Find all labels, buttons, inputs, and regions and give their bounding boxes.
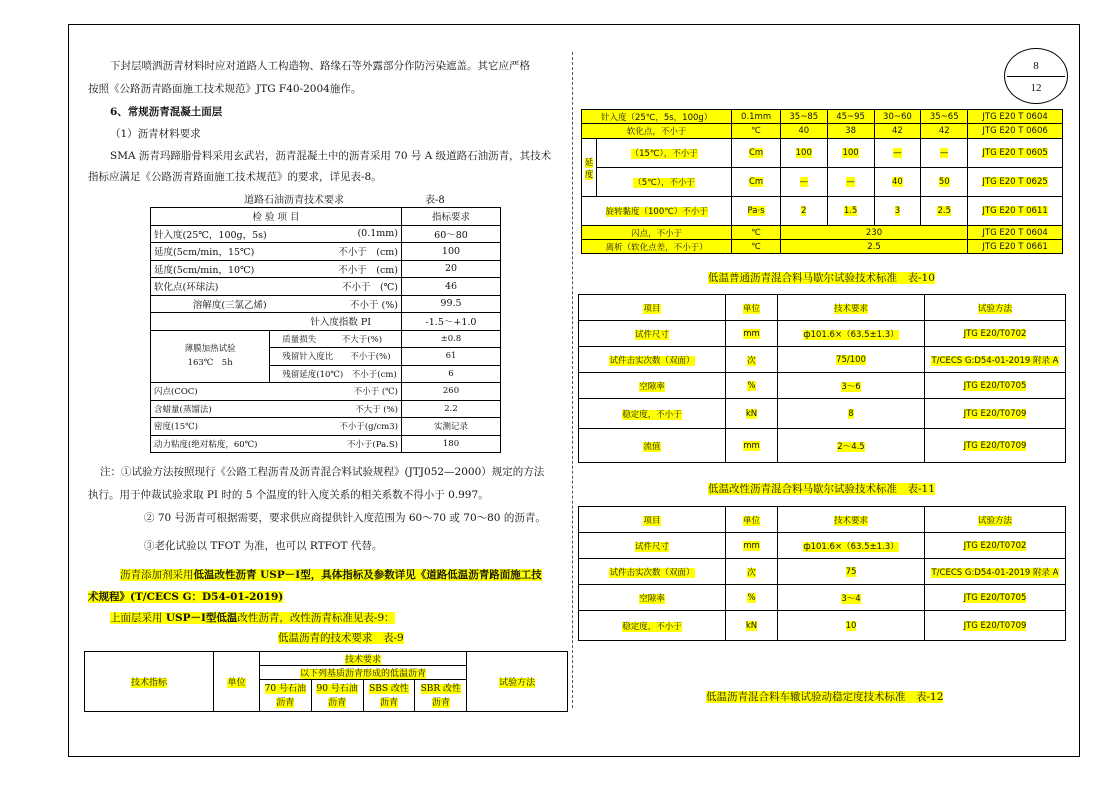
cell-text: （15℃），不小于 bbox=[630, 149, 698, 159]
cell-text: JTG E20/T0705 bbox=[963, 592, 1027, 603]
table-cell: 软化点，不小于 bbox=[582, 124, 732, 139]
table-cell bbox=[874, 139, 921, 168]
table-caption bbox=[708, 481, 935, 496]
cell-text: 试件击实次数（双面） bbox=[609, 567, 695, 578]
page-total: 12 bbox=[1030, 82, 1042, 94]
cell-text: JTG E20 T 0611 bbox=[982, 206, 1048, 216]
table-header bbox=[214, 652, 260, 712]
table-header bbox=[259, 652, 466, 666]
table-cell bbox=[270, 330, 402, 348]
table-cell: 2.5 bbox=[780, 240, 967, 254]
table-8 bbox=[150, 207, 501, 453]
table-cell: 闪点(COC) bbox=[151, 383, 270, 401]
film-label: 薄膜加热试验 bbox=[184, 344, 236, 355]
table-cell: ±0.8 bbox=[402, 330, 501, 348]
table-header bbox=[259, 666, 466, 680]
cell-text: ф101.6×（63.5±1.3） bbox=[803, 541, 899, 552]
cell-text: — bbox=[893, 148, 902, 158]
table-cell bbox=[732, 139, 781, 168]
table-caption bbox=[278, 630, 404, 645]
header-text: 90 号石油沥青 bbox=[316, 683, 358, 708]
cell-text: 40 bbox=[892, 177, 903, 187]
table-cell: 40 bbox=[780, 124, 827, 139]
cell-text: 100 bbox=[842, 148, 859, 158]
cell-text: T/CECS G:D54-01-2019 附录 A bbox=[931, 355, 1059, 366]
cell-text: 3～4 bbox=[841, 593, 861, 604]
film-cond: 不大于(%) bbox=[341, 334, 383, 345]
header-text: 技术要求 bbox=[833, 515, 868, 526]
table-cell: 35~85 bbox=[780, 110, 827, 124]
table-cell: 99.5 bbox=[402, 295, 501, 313]
paragraph-line: 下封层喷洒沥青材料时应对道路人工构造物、路缘石等外露部分作防污染遮盖。其它应严格 bbox=[110, 60, 530, 72]
cell-text: % bbox=[747, 380, 756, 391]
cell-text: Pa·s bbox=[747, 206, 765, 216]
cell-text: mm bbox=[743, 540, 760, 551]
table-cell bbox=[582, 197, 732, 226]
cell-text: kN bbox=[745, 408, 758, 419]
table-10 bbox=[578, 294, 1066, 463]
table-cell: 61 bbox=[402, 348, 501, 366]
table-cell: 实测记录 bbox=[402, 418, 501, 436]
header-text: 项目 bbox=[643, 515, 661, 526]
table-header bbox=[85, 652, 214, 712]
table-cell: 软化点(环球法) bbox=[151, 278, 270, 296]
cell-text: 75 bbox=[845, 566, 857, 577]
note-line: ③老化试验以 TFOT 为准，也可以 RTFOT 代替。 bbox=[144, 540, 383, 552]
cell-text: 75/100 bbox=[836, 354, 866, 365]
cell-text: 100 bbox=[795, 148, 812, 158]
table-header bbox=[415, 680, 467, 712]
cell-text: 稳定度，不小于 bbox=[622, 409, 682, 420]
cell-text: Cm bbox=[748, 148, 764, 158]
table-cell bbox=[968, 139, 1063, 168]
cell-text: kN bbox=[745, 620, 758, 631]
caption-text: 低温沥青混合料车辙试验动稳定度技术标准 表-12 bbox=[706, 691, 944, 703]
table-cell: 30~60 bbox=[874, 110, 921, 124]
cell-text: 50 bbox=[938, 177, 950, 187]
table-cell: 延度(5cm/min，10℃) bbox=[151, 260, 270, 278]
table-cell bbox=[780, 168, 827, 197]
cell-text: 2～4.5 bbox=[837, 441, 865, 452]
table-11 bbox=[578, 506, 1066, 641]
cell-text: % bbox=[747, 592, 756, 603]
film-temp: 163℃ 5h bbox=[187, 358, 233, 369]
table-cell bbox=[732, 168, 781, 197]
cell-text: 2.5 bbox=[937, 206, 951, 216]
table-cell: 不小于(g/cm3) bbox=[270, 418, 402, 436]
table-cell: 35~65 bbox=[921, 110, 968, 124]
note-line: 执行。用于仲裁试验求取 PI 时的 5 个温度的针入度关系的相关系数不得小于 0.997。 bbox=[88, 489, 489, 501]
table-header: 检 验 项 目 bbox=[151, 208, 402, 226]
paragraph-line: SMA 沥青玛蹄脂骨料采用玄武岩，沥青混凝土中的沥青采用 70 号 A 级道路石油沥青，其技术 bbox=[110, 150, 552, 162]
table-cell: 不小于 (℃) bbox=[270, 278, 402, 296]
table-9-header bbox=[84, 651, 568, 712]
header-text: 项目 bbox=[643, 303, 661, 314]
highlight-line bbox=[120, 567, 542, 582]
header-text: 试验方法 bbox=[499, 678, 536, 688]
ductility-text: 延度 bbox=[584, 157, 594, 180]
cell-text: ф101.6×（63.5±1.3） bbox=[803, 329, 899, 340]
table-cell bbox=[921, 139, 968, 168]
table-cell: 离析（软化点差，不小于） bbox=[582, 240, 732, 254]
cell-text: 空隙率 bbox=[639, 593, 665, 604]
header-text: 70 号石油沥青 bbox=[264, 683, 306, 708]
paragraph-line: 指标应满足《公路沥青路面施工技术规范》的要求，详见表-8。 bbox=[88, 171, 382, 183]
page-number-badge bbox=[1004, 48, 1068, 104]
ductility-label bbox=[582, 139, 597, 197]
cell-text: JTG E20/T0705 bbox=[963, 380, 1027, 391]
table-cell: 260 bbox=[402, 383, 501, 401]
header-text: 试验方法 bbox=[977, 515, 1012, 526]
cell-text: JTG E20/T0709 bbox=[963, 440, 1027, 451]
table-cell bbox=[921, 168, 968, 197]
table-cell: 38 bbox=[827, 124, 874, 139]
cell-text: 试件尺寸 bbox=[634, 541, 669, 552]
highlight-text: 改性沥青，改性沥青标准见表-9： bbox=[237, 612, 395, 624]
table-cell: 不小于 (℃) bbox=[270, 383, 402, 401]
column-divider bbox=[572, 52, 573, 708]
table-cell: 46 bbox=[402, 278, 501, 296]
table-caption: 道路石油沥青技术要求 bbox=[244, 195, 344, 206]
table-cell bbox=[597, 139, 732, 168]
table-cell: ℃ bbox=[732, 124, 781, 139]
cell-text: 试件尺寸 bbox=[634, 329, 669, 340]
table-cell bbox=[270, 348, 402, 366]
note-line: ② 70 号沥青可根据需要，要求供应商提供针入度范围为 60～70 或 70～80 的沥青。 bbox=[144, 512, 546, 524]
header-text: 以下列基质沥青形成的低温沥青 bbox=[300, 669, 427, 679]
table-header bbox=[259, 680, 311, 712]
table-cell: -1.5～+1.0 bbox=[402, 313, 501, 331]
cell-text: — bbox=[939, 148, 949, 158]
table-cell: 0.1mm bbox=[732, 110, 781, 124]
header-text: 技术指标 bbox=[131, 678, 168, 688]
cell-text: mm bbox=[743, 440, 760, 451]
cell-text: 3 bbox=[894, 206, 901, 216]
caption-text: 低温普通沥青混合料马歇尔试验技术标准 表-10 bbox=[708, 272, 935, 284]
caption-text: 低温沥青的技术要求 表-9 bbox=[278, 632, 404, 644]
table-cell bbox=[780, 139, 827, 168]
subheading: （1）沥青材料要求 bbox=[110, 128, 201, 140]
table-cell: 延度(5cm/min，15℃) bbox=[151, 243, 270, 261]
table-cell: 2.2 bbox=[402, 400, 501, 418]
table-cell: 100 bbox=[402, 243, 501, 261]
table-caption bbox=[706, 689, 943, 704]
header-text: SBS 改性沥青 bbox=[369, 683, 409, 708]
table-number: 表-8 bbox=[425, 195, 445, 206]
cell-text: T/CECS G:D54-01-2019 附录 A bbox=[931, 567, 1059, 578]
table-cell bbox=[597, 168, 732, 197]
table-cell bbox=[827, 197, 874, 226]
cell-text: 流值 bbox=[643, 441, 661, 452]
table-cell: 动力粘度(绝对粘度，60℃) bbox=[151, 435, 270, 453]
highlight-line bbox=[110, 610, 395, 625]
header-text: 试验方法 bbox=[977, 303, 1012, 314]
cell-text: 10 bbox=[845, 620, 857, 631]
cell-text: JTG E20/T0702 bbox=[963, 328, 1027, 339]
table-cell: ℃ bbox=[732, 226, 781, 240]
film-item: 残留针入度比 bbox=[282, 352, 334, 363]
highlight-text: 沥青添加剂采用 bbox=[120, 569, 194, 581]
table-cell: JTG E20 T 0661 bbox=[968, 240, 1063, 254]
cell-text: 2 bbox=[801, 206, 807, 216]
film-item: 质量损失 bbox=[282, 334, 317, 345]
table-cell: 不大于 (%) bbox=[270, 400, 402, 418]
highlight-text: 上面层采用 bbox=[110, 612, 166, 624]
caption-text: 低温改性沥青混合料马歇尔试验技术标准 表-11 bbox=[708, 483, 935, 495]
table-caption bbox=[708, 270, 935, 285]
table-cell: 6 bbox=[402, 365, 501, 383]
table-cell: 42 bbox=[874, 124, 921, 139]
cell-text: （5℃），不小于 bbox=[633, 178, 695, 188]
header-text: 技术要求 bbox=[833, 303, 868, 314]
cell-text: JTG E20/T0709 bbox=[963, 408, 1027, 419]
header-text: SBR 改性沥青 bbox=[420, 683, 462, 708]
highlight-text: USP－Ⅰ型低温 bbox=[165, 612, 238, 624]
table-cell: 230 bbox=[780, 226, 967, 240]
table-header bbox=[311, 680, 363, 712]
table-cell: 闪点，不小于 bbox=[582, 226, 732, 240]
table-cell bbox=[827, 168, 874, 197]
cell-text: 1.5 bbox=[843, 206, 858, 216]
cell-text: JTG E20/T0702 bbox=[963, 540, 1027, 551]
highlight-text: 低温改性沥青 USP－Ⅰ型，具体指标及参数详见《道路低温沥青路面施工技 bbox=[193, 569, 542, 581]
table-cell: 不小于 (cm) bbox=[270, 260, 402, 278]
table-cell bbox=[968, 168, 1063, 197]
table-cell: (0.1mm) bbox=[270, 225, 402, 243]
table-cell: 针入度(25℃，100g，5s) bbox=[151, 225, 270, 243]
table-header: 指标要求 bbox=[402, 208, 501, 226]
table-cell: 密度(15℃) bbox=[151, 418, 270, 436]
table-cell bbox=[968, 197, 1063, 226]
header-text: 单位 bbox=[742, 303, 760, 314]
cell-text: 次 bbox=[747, 567, 756, 578]
table-9-continued bbox=[581, 109, 1063, 254]
section-heading: 6、常规沥青混凝土面层 bbox=[110, 106, 223, 118]
table-cell: 不小于 (cm) bbox=[270, 243, 402, 261]
cell-text: Cm bbox=[748, 177, 764, 187]
table-cell: 针入度指数 PI bbox=[151, 313, 402, 331]
film-cond: 不小于(cm) bbox=[351, 369, 397, 380]
table-cell: JTG E20 T 0604 bbox=[968, 110, 1063, 124]
cell-text: 8 bbox=[848, 408, 854, 419]
cell-text: 稳定度，不小于 bbox=[622, 621, 682, 632]
cell-text: JTG E20 T 0625 bbox=[982, 177, 1048, 187]
cell-text: JTG E20/T0709 bbox=[963, 620, 1027, 631]
table-cell: 60～80 bbox=[402, 225, 501, 243]
film-item: 残留延度(10℃) bbox=[282, 369, 344, 380]
highlight-line bbox=[88, 589, 283, 604]
table-cell: 不小于(Pa.S) bbox=[270, 435, 402, 453]
table-cell bbox=[732, 197, 781, 226]
table-cell bbox=[874, 168, 921, 197]
table-cell: 20 bbox=[402, 260, 501, 278]
table-cell: 含蜡量(蒸馏法) bbox=[151, 400, 270, 418]
table-cell: JTG E20 T 0604 bbox=[968, 226, 1063, 240]
table-cell: 不小于 (%) bbox=[270, 295, 402, 313]
cell-text: 3～6 bbox=[841, 381, 861, 392]
table-cell bbox=[270, 365, 402, 383]
table-cell: 针入度（25℃，5s，100g） bbox=[582, 110, 732, 124]
table-cell bbox=[827, 139, 874, 168]
paragraph-line: 按照《公路沥青路面施工技术规范》JTG F40-2004施作。 bbox=[88, 83, 362, 95]
cell-text: 旋转黏度（100℃）不小于 bbox=[605, 207, 708, 217]
page-number: 8 bbox=[1033, 60, 1039, 72]
table-cell: 42 bbox=[921, 124, 968, 139]
cell-text: JTG E20 T 0605 bbox=[982, 148, 1048, 158]
note-line: 注：①试验方法按照现行《公路工程沥青及沥青混合料试验规程》(JTJ052—2000）规定的方法 bbox=[100, 466, 545, 478]
highlight-text: 术规程》(T/CECS G：D54-01-2019) bbox=[88, 591, 284, 603]
header-text: 单位 bbox=[227, 678, 246, 688]
table-cell: 180 bbox=[402, 435, 501, 453]
table-cell bbox=[780, 197, 827, 226]
table-cell: 45~95 bbox=[827, 110, 874, 124]
cell-text: 次 bbox=[747, 355, 756, 366]
header-text: 技术要求 bbox=[345, 655, 382, 665]
table-header bbox=[467, 652, 568, 712]
table-cell bbox=[874, 197, 921, 226]
table-cell bbox=[921, 197, 968, 226]
cell-text: 试件击实次数（双面） bbox=[609, 355, 695, 366]
table-cell: 溶解度(三氯乙烯) bbox=[151, 295, 270, 313]
cell-text: — bbox=[799, 177, 808, 187]
film-test-label bbox=[151, 330, 270, 383]
table-cell: ℃ bbox=[732, 240, 781, 254]
header-text: 单位 bbox=[742, 515, 760, 526]
table-header bbox=[363, 680, 415, 712]
film-cond: 不小于(%) bbox=[350, 352, 391, 363]
cell-text: mm bbox=[743, 328, 760, 339]
cell-text: 空隙率 bbox=[639, 381, 665, 392]
table-cell: JTG E20 T 0606 bbox=[968, 124, 1063, 139]
cell-text: — bbox=[846, 177, 855, 187]
